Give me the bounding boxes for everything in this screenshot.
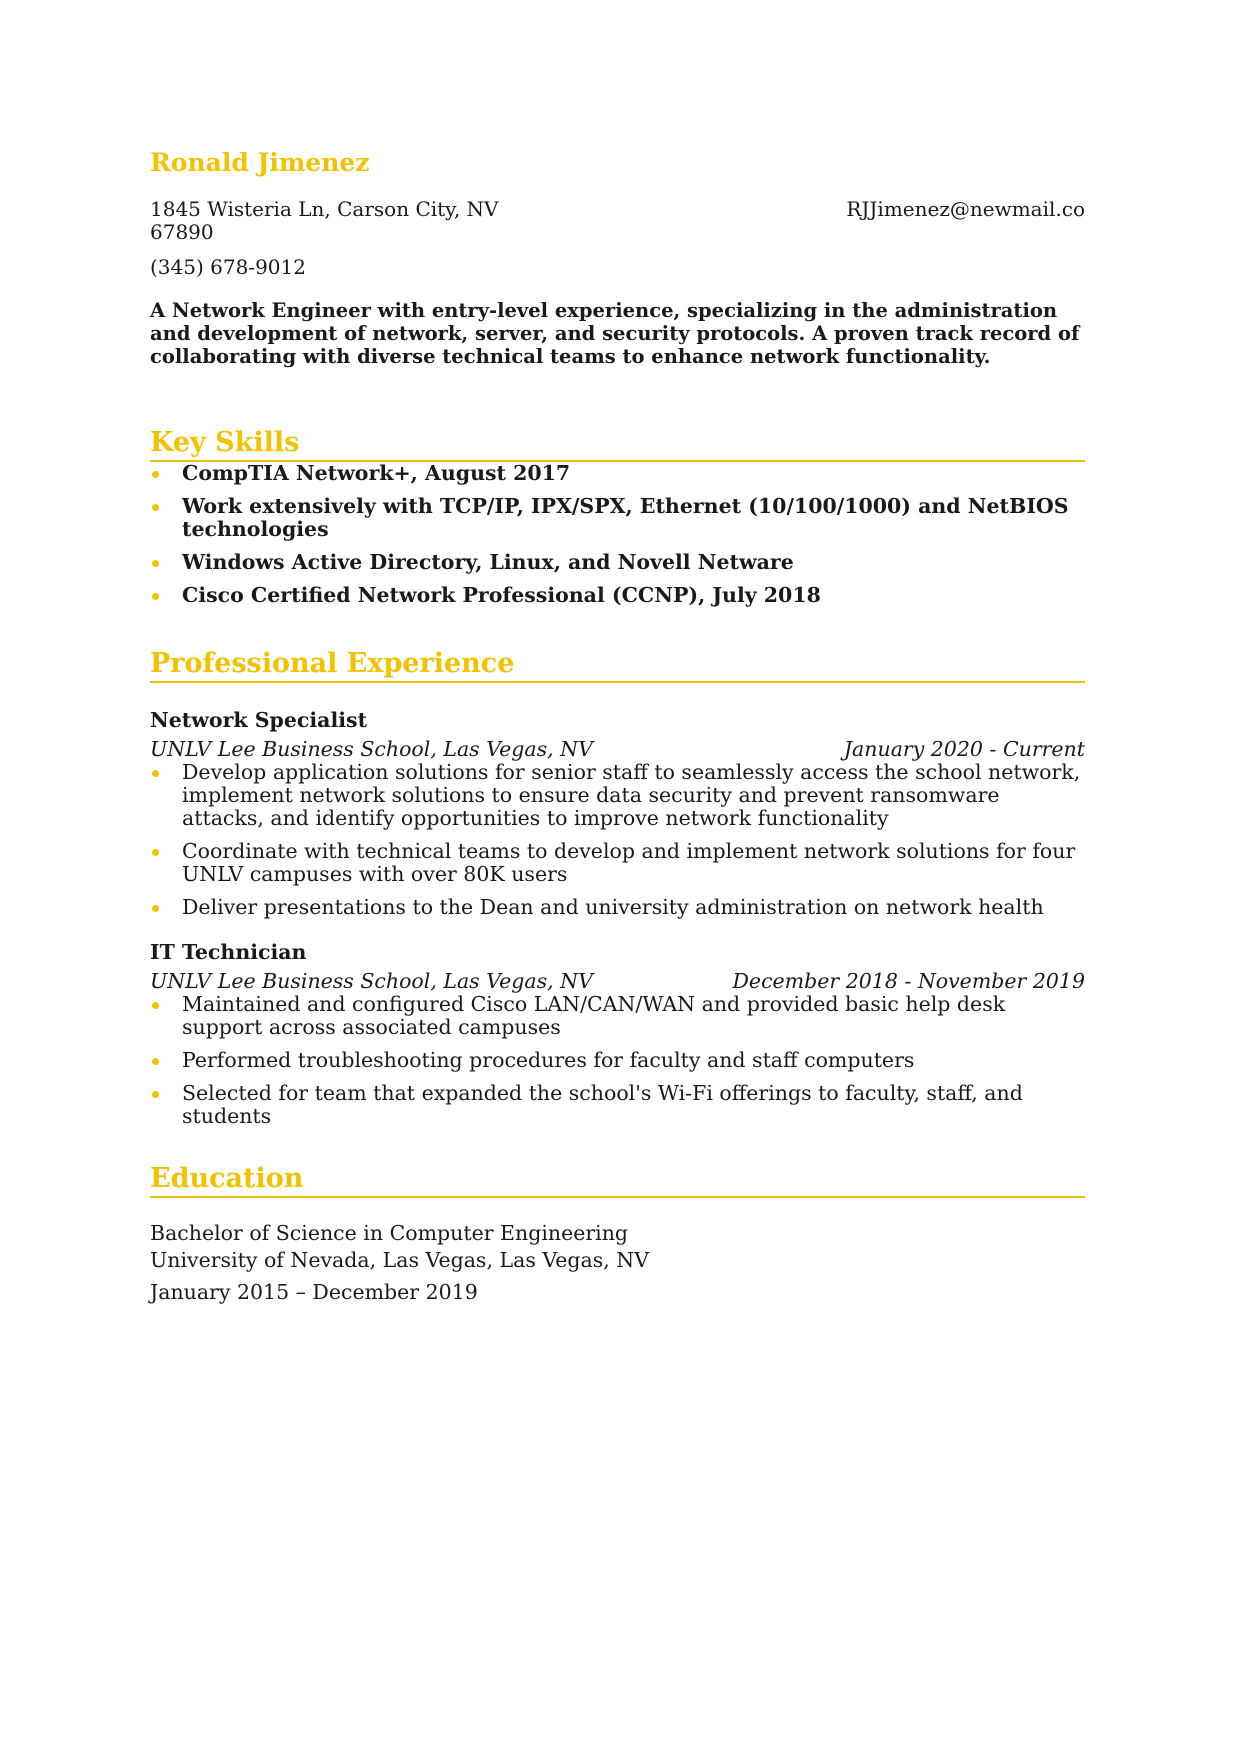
education-title: Education (150, 1162, 1085, 1198)
bullet-icon (152, 849, 159, 856)
job-bullet-text: Develop application solutions for senior staff to seamlessly access the school network, implement network solutions to ensure data security and prevent ransomware attacks, and identify opportunities to improve network functionality (182, 760, 1081, 830)
job-bullet (150, 1082, 1085, 1128)
bullet-icon (152, 1091, 159, 1098)
skills-section (150, 426, 1085, 607)
education-section (150, 1162, 1085, 1306)
job-title: Network Specialist (150, 708, 368, 732)
address: 1845 Wisteria Ln, Carson City, NV 67890 (150, 197, 499, 244)
school: University of Nevada, Las Vegas, Las Vegas, NV (150, 1248, 650, 1272)
education-body (150, 1220, 1085, 1306)
bullet-icon (152, 504, 159, 511)
experience-section (150, 647, 1085, 1128)
job-bullet-text: Performed troubleshooting procedures for faculty and staff computers (182, 1048, 915, 1072)
phone: (345) 678-9012 (150, 255, 306, 279)
job-bullet (150, 896, 1085, 919)
job-bullet (150, 840, 1085, 886)
skill-item (150, 495, 1085, 541)
bullet-icon (152, 770, 159, 777)
job-bullet (150, 1049, 1085, 1072)
degree: Bachelor of Science in Computer Engineering (150, 1221, 629, 1245)
contact-row (150, 198, 1085, 244)
job-title: IT Technician (150, 940, 307, 964)
job-entry (150, 941, 1085, 1128)
job-bullet-text: Deliver presentations to the Dean and university administration on network health (182, 895, 1044, 919)
candidate-name: Ronald Jimenez (150, 148, 370, 177)
job-bullet-text: Maintained and configured Cisco LAN/CAN/WAN and provided basic help desk support across associated campuses (182, 992, 1006, 1039)
job-bullet-text: Selected for team that expanded the school's Wi-Fi offerings to faculty, staff, and students (182, 1081, 1023, 1128)
skill-item (150, 584, 1085, 607)
job-meta (150, 738, 1085, 761)
job-dates: December 2018 - November 2019 (732, 969, 1085, 993)
skills-title: Key Skills (150, 426, 1085, 462)
experience-title: Professional Experience (150, 647, 1085, 683)
skill-item (150, 462, 1085, 485)
bullet-icon (152, 471, 159, 478)
bullet-icon (152, 560, 159, 567)
skill-text: Windows Active Directory, Linux, and Novell Netware (182, 550, 794, 574)
job-dates: January 2020 - Current (843, 737, 1085, 761)
skill-text: Cisco Certified Network Professional (CCNP), July 2018 (182, 583, 821, 607)
bullet-icon (152, 1058, 159, 1065)
skills-list (150, 462, 1085, 607)
bullet-icon (152, 905, 159, 912)
job-org: UNLV Lee Business School, Las Vegas, NV (150, 969, 593, 993)
resume-page (150, 140, 1085, 1306)
job-bullet-text: Coordinate with technical teams to develop and implement network solutions for four UNLV campuses with over 80K users (182, 839, 1076, 886)
skill-text: CompTIA Network+, August 2017 (182, 461, 571, 485)
job-entry (150, 709, 1085, 919)
bullet-icon (152, 593, 159, 600)
job-org: UNLV Lee Business School, Las Vegas, NV (150, 737, 593, 761)
job-meta (150, 970, 1085, 993)
summary: A Network Engineer with entry-level experience, specializing in the administration and development of network, server, and security protocols. A proven track record of collaborating with diverse technical teams to enhance network functionality. (150, 299, 1080, 368)
education-dates: January 2015 – December 2019 (150, 1280, 478, 1304)
skill-item (150, 551, 1085, 574)
bullet-icon (152, 1002, 159, 1009)
job-bullets (150, 993, 1085, 1128)
skill-text: Work extensively with TCP/IP, IPX/SPX, Ethernet (10/100/1000) and NetBIOS technologies (182, 494, 1069, 541)
job-bullet (150, 761, 1085, 830)
job-bullet (150, 993, 1085, 1039)
job-bullets (150, 761, 1085, 919)
email: RJJimenez@newmail.co (846, 197, 1085, 221)
